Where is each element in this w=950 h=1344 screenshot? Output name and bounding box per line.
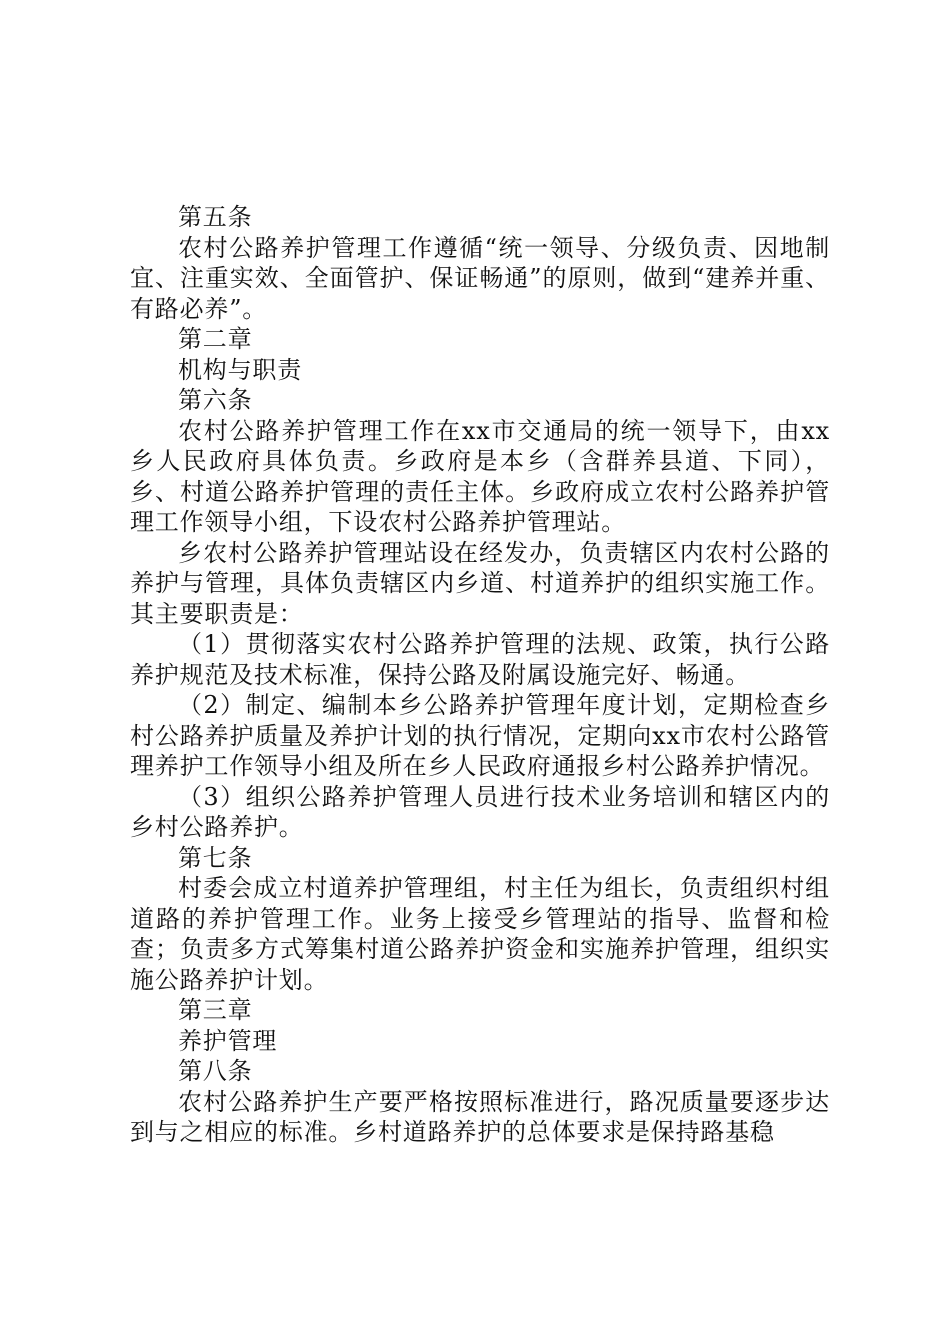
article-8-body: 农村公路养护生产要严格按照标准进行，路况质量要逐步达到与之相应的标准。乡村道路养护的总体要求是保持路基稳 (130, 1087, 830, 1146)
article-6-heading: 第六条 (178, 386, 253, 414)
station-duties-intro: 乡农村公路养护管理站设在经发办，负责辖区内农村公路的养护与管理，具体负责辖区内乡道、村道养护的组织实施工作。其主要职责是： (130, 538, 830, 628)
duty-item-2: （2）制定、编制本乡公路养护管理年度计划，定期检查乡村公路养护质量及养护计划的执行情况，定期向xx市农村公路管理养护工作领导小组及所在乡人民政府通报乡村公路养护情况。 (130, 691, 830, 780)
article-5-body: 农村公路养护管理工作遵循“统一领导、分级负责、因地制宜、注重实效、全面管护、保证畅通”的原则，做到“建养并重、有路必养”。 (130, 233, 830, 323)
chapter-3-title: 养护管理 (178, 1026, 278, 1055)
article-7-heading: 第七条 (178, 843, 253, 872)
duty-item-1: （1）贯彻落实农村公路养护管理的法规、政策，执行公路养护规范及技术标准，保持公路及附属设施完好、畅通。 (130, 630, 830, 689)
duty-item-3: （3）组织公路养护管理人员进行技术业务培训和辖区内的乡村公路养护。 (130, 782, 830, 841)
chapter-2-title: 机构与职责 (178, 355, 302, 384)
article-8-heading: 第八条 (178, 1057, 253, 1085)
document-page (130, 202, 830, 1148)
chapter-3-heading: 第三章 (178, 996, 253, 1024)
chapter-2-heading: 第二章 (178, 325, 253, 353)
article-5-heading: 第五条 (178, 203, 253, 231)
article-7-body: 村委会成立村道养护管理组，村主任为组长，负责组织村组道路的养护管理工作。业务上接受乡管理站的指导、监督和检查；负责多方式筹集村道公路养护资金和实施养护管理，组织实施公路养护计划。 (130, 874, 830, 994)
article-6-body: 农村公路养护管理工作在xx市交通局的统一领导下，由xx乡人民政府具体负责。乡政府是本乡（含群养县道、下同），乡、村道公路养护管理的责任主体。乡政府成立农村公路养护管理工作领导小组，下设农村公路养护管理站。 (130, 416, 830, 536)
